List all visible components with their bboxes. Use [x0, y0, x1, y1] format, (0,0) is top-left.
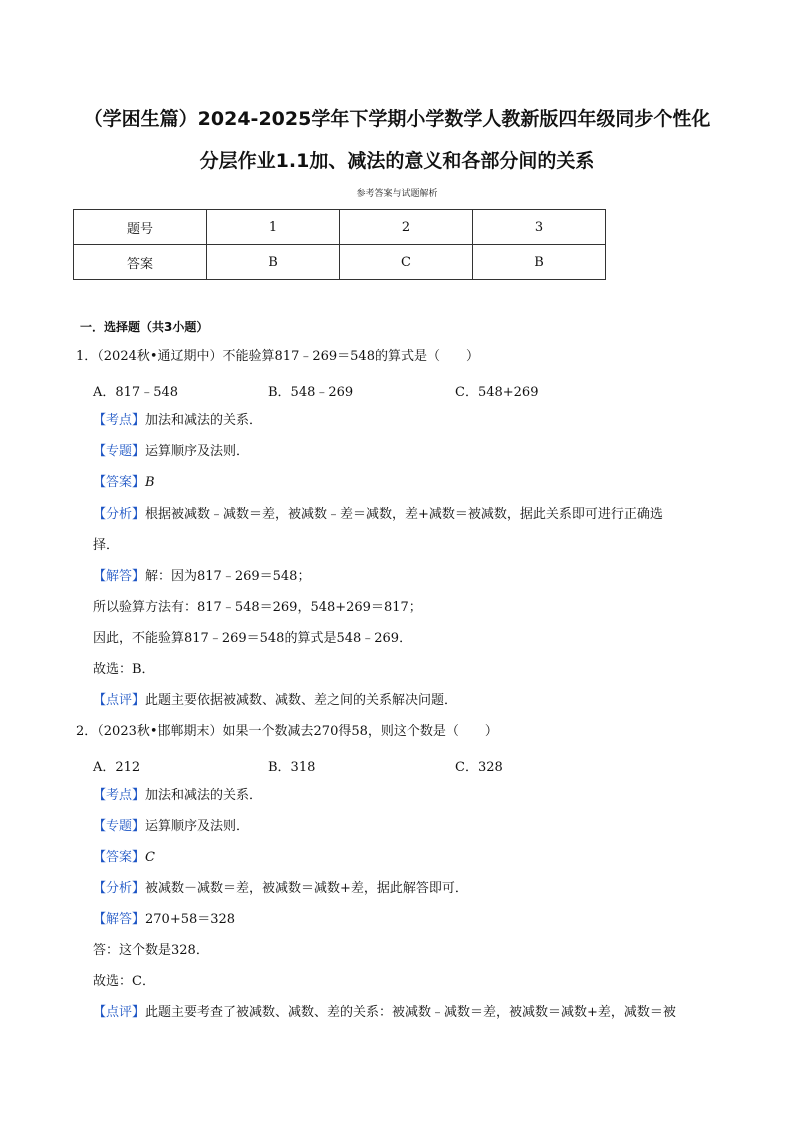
answer-table: [73, 209, 606, 280]
question-1-choice: 故选：B．: [93, 662, 155, 677]
table-cell: 答案: [74, 245, 207, 280]
document-title-line-2: 分层作业1.1加、减法的意义和各部分间的关系: [199, 150, 595, 172]
kaodian-label: 【考点】: [93, 788, 146, 803]
question-2-zhuanti: [93, 818, 249, 836]
question-1-option-c: C．548+269: [455, 385, 539, 400]
table-cell: 1: [207, 210, 340, 245]
table-cell: 2: [340, 210, 473, 245]
kaodian-label: 【考点】: [93, 413, 146, 428]
dianping-label: 【点评】: [93, 1005, 146, 1020]
table-cell: 3: [473, 210, 606, 245]
jieda-text: 270+58＝328: [145, 912, 236, 927]
fenxi-text: 被减数－减数＝差，被减数＝减数+差，据此解答即可．: [145, 881, 468, 896]
kaodian-text: 加法和减法的关系．: [145, 788, 263, 803]
question-1-solution-line: 因此，不能验算817﹣269＝548的算式是548﹣269．: [93, 631, 413, 646]
fenxi-label: 【分析】: [93, 507, 146, 522]
jieda-label: 【解答】: [93, 569, 146, 584]
question-2-solution-line: 答：这个数是328．: [93, 943, 209, 958]
question-1-dianping: [93, 692, 457, 710]
question-2-fenxi: [93, 880, 468, 898]
jieda-label: 【解答】: [93, 912, 146, 927]
dianping-text: 此题主要考查了被减数、减数、差的关系：被减数﹣减数＝差，被减数＝减数+差，减数＝被: [145, 1005, 676, 1020]
daan-label: 【答案】: [93, 850, 146, 865]
question-1-fenxi-continued: 择．: [93, 538, 120, 553]
question-1-fenxi: [93, 506, 663, 524]
dianping-label: 【点评】: [93, 693, 146, 708]
question-1-jieda: [93, 568, 310, 586]
question-2-answer: [93, 849, 155, 867]
zhuanti-label: 【专题】: [93, 444, 146, 459]
fenxi-label: 【分析】: [93, 881, 146, 896]
question-1-zhuanti: [93, 443, 249, 461]
document-title-line-1: （学困生篇）2024-2025学年下学期小学数学人教新版四年级同步个性化: [83, 108, 711, 130]
question-1-option-a: A．817﹣548: [93, 385, 179, 400]
fenxi-text: 根据被减数﹣减数＝差，被减数﹣差＝减数，差+减数＝被减数，据此关系即可进行正确选: [145, 507, 663, 522]
dianping-text: 此题主要依据被减数、减数、差之间的关系解决问题．: [145, 693, 458, 708]
answer-table-row-answers: [74, 245, 606, 280]
question-2-choice: 故选：C．: [93, 974, 155, 989]
table-cell: B: [207, 245, 340, 280]
question-1-stem: 1．（2024秋•通辽期中）不能验算817﹣269＝548的算式是（ ）: [76, 349, 479, 364]
table-cell: C: [340, 245, 473, 280]
daan-text: C: [145, 850, 155, 865]
zhuanti-text: 运算顺序及法则．: [145, 444, 250, 459]
kaodian-text: 加法和减法的关系．: [145, 413, 263, 428]
answer-table-row-question-numbers: [74, 210, 606, 245]
daan-label: 【答案】: [93, 475, 146, 490]
question-1-answer: [93, 474, 155, 492]
question-1-kaodian: [93, 412, 262, 430]
document-subtitle: 参考答案与试题解析: [356, 189, 438, 199]
section-heading: 一．选择题（共3小题）: [80, 320, 209, 334]
daan-text: B: [145, 475, 155, 490]
question-2-stem: 2．（2023秋•邯郸期末）如果一个数减去270得58，则这个数是（ ）: [76, 724, 498, 739]
table-cell: B: [473, 245, 606, 280]
question-2-option-a: A．212: [93, 760, 141, 775]
question-2-jieda: [93, 911, 235, 929]
zhuanti-text: 运算顺序及法则．: [145, 819, 250, 834]
jieda-text: 解：因为817﹣269＝548；: [145, 569, 311, 584]
question-2-kaodian: [93, 787, 262, 805]
question-2-option-c: C．328: [455, 760, 503, 775]
question-1-solution-line: 所以验算方法有：817﹣548＝269，548+269＝817；: [93, 600, 422, 615]
table-cell: 题号: [74, 210, 207, 245]
zhuanti-label: 【专题】: [93, 819, 146, 834]
question-1-option-b: B．548﹣269: [268, 385, 354, 400]
question-2-option-b: B．318: [268, 760, 316, 775]
question-2-dianping: [93, 1004, 676, 1022]
